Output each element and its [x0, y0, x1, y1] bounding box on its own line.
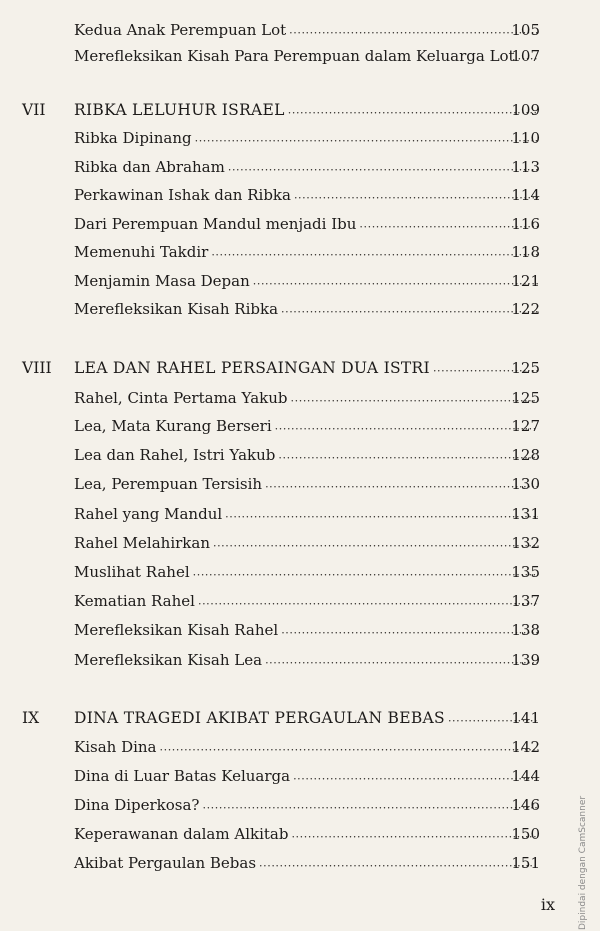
chapter-number: VII [22, 101, 46, 119]
leader-dots [278, 441, 538, 469]
page-number: 121 [511, 272, 540, 290]
toc-entry [0, 762, 600, 790]
entry-title: Dina Diperkosa? [74, 796, 200, 814]
toc-chapter-entry [0, 704, 600, 732]
page-number: 125 [511, 389, 540, 407]
entry-title: Dina di Luar Batas Keluarga [74, 767, 291, 785]
leader-dots [253, 267, 538, 295]
page-number: 138 [511, 621, 540, 639]
entry-title: Dari Perempuan Mandul menjadi Ibu [74, 215, 357, 233]
page-number: 150 [511, 825, 540, 843]
toc-entry [0, 267, 600, 295]
leader-dots [259, 849, 538, 877]
page-number: 130 [511, 475, 540, 493]
leader-dots [293, 762, 538, 790]
page-number: 142 [511, 738, 540, 756]
entry-title: Akibat Pergaulan Bebas [74, 854, 257, 872]
toc-entry [0, 470, 600, 498]
chapter-title: DINA TRAGEDI AKIBAT PERGAULAN BEBAS [74, 709, 445, 727]
toc-entry [0, 384, 600, 412]
page-number: 132 [511, 534, 540, 552]
page-number: 127 [511, 417, 540, 435]
toc-entry [0, 238, 600, 266]
leader-dots [275, 412, 538, 440]
toc-entry [0, 295, 600, 323]
toc-entry [0, 733, 600, 761]
entry-title: Rahel Melahirkan [74, 534, 210, 552]
leader-dots [265, 646, 538, 674]
page-number: 139 [511, 651, 540, 669]
toc-chapter-entry [0, 354, 600, 382]
chapter-number: IX [22, 709, 40, 727]
scanner-watermark: Dipindai dengan CamScanner [578, 795, 588, 930]
entry-title: Muslihat Rahel [74, 563, 190, 581]
leader-dots [291, 820, 538, 848]
leader-dots [294, 181, 538, 209]
toc-entry [0, 791, 600, 819]
entry-title: Kedua Anak Perempuan Lot [74, 21, 287, 39]
page-number: 116 [511, 215, 540, 233]
toc-entry [0, 16, 600, 44]
entry-title: Perkawinan Ishak dan Ribka [74, 186, 291, 204]
entry-title: Rahel, Cinta Pertama Yakub [74, 389, 288, 407]
page-number: 137 [511, 592, 540, 610]
entry-title: Merefleksikan Kisah Para Perempuan dalam Keluarga Lot [74, 47, 515, 65]
entry-title: Rahel yang Mandul [74, 505, 223, 523]
entry-title: Kisah Dina [74, 738, 157, 756]
leader-dots [225, 500, 538, 528]
entry-title: Lea, Perempuan Tersisih [74, 475, 263, 493]
toc-entry [0, 124, 600, 152]
page-number: 144 [511, 767, 540, 785]
entry-title: Menjamin Masa Depan [74, 272, 250, 290]
entry-title: Lea, Mata Kurang Berseri [74, 417, 272, 435]
toc-entry [0, 558, 600, 586]
toc-entry [0, 616, 600, 644]
page-number: 146 [511, 796, 540, 814]
page-number: 141 [511, 709, 540, 727]
page-number: 114 [511, 186, 540, 204]
page-folio: ix [540, 895, 555, 914]
leader-dots [288, 96, 538, 124]
page-number: 131 [511, 505, 540, 523]
toc-chapter-entry [0, 96, 600, 124]
toc-entry [0, 153, 600, 181]
entry-title: Keperawanan dalam Alkitab [74, 825, 289, 843]
page-number: 151 [511, 854, 540, 872]
toc-entry [0, 42, 600, 70]
leader-dots [281, 295, 538, 323]
page-number: 122 [511, 300, 540, 318]
entry-title: Memenuhi Takdir [74, 243, 209, 261]
toc-entry [0, 587, 600, 615]
leader-dots [228, 153, 538, 181]
toc-entry [0, 820, 600, 848]
entry-title: Ribka dan Abraham [74, 158, 225, 176]
chapter-number: VIII [22, 359, 52, 377]
page-number: 125 [511, 359, 540, 377]
leader-dots [289, 16, 538, 44]
leader-dots [198, 587, 538, 615]
leader-dots [211, 238, 538, 266]
page-number: 109 [511, 101, 540, 119]
leader-dots [291, 384, 538, 412]
leader-dots [213, 529, 538, 557]
toc-entry [0, 412, 600, 440]
page-number: 135 [511, 563, 540, 581]
leader-dots [160, 733, 539, 761]
entry-title: Merefleksikan Kisah Lea [74, 651, 263, 669]
toc-entry [0, 181, 600, 209]
leader-dots [265, 470, 538, 498]
page-number: 128 [511, 446, 540, 464]
entry-title: Ribka Dipinang [74, 129, 192, 147]
toc-entry [0, 500, 600, 528]
page-number: 107 [511, 47, 540, 65]
page-number: 113 [511, 158, 540, 176]
page-number: 118 [511, 243, 540, 261]
toc-entry [0, 646, 600, 674]
entry-title: Merefleksikan Kisah Rahel [74, 621, 279, 639]
toc-entry [0, 210, 600, 238]
toc-entry [0, 441, 600, 469]
leader-dots [195, 124, 538, 152]
page-number: 110 [511, 129, 540, 147]
entry-title: Kematian Rahel [74, 592, 195, 610]
leader-dots [193, 558, 538, 586]
chapter-title: LEA DAN RAHEL PERSAINGAN DUA ISTRI [74, 359, 430, 377]
entry-title: Merefleksikan Kisah Ribka [74, 300, 279, 318]
toc-entry [0, 529, 600, 557]
chapter-title: RIBKA LELUHUR ISRAEL [74, 101, 285, 119]
entry-title: Lea dan Rahel, Istri Yakub [74, 446, 276, 464]
leader-dots [281, 616, 538, 644]
toc-entry [0, 849, 600, 877]
page-number: 105 [511, 21, 540, 39]
leader-dots [202, 791, 538, 819]
